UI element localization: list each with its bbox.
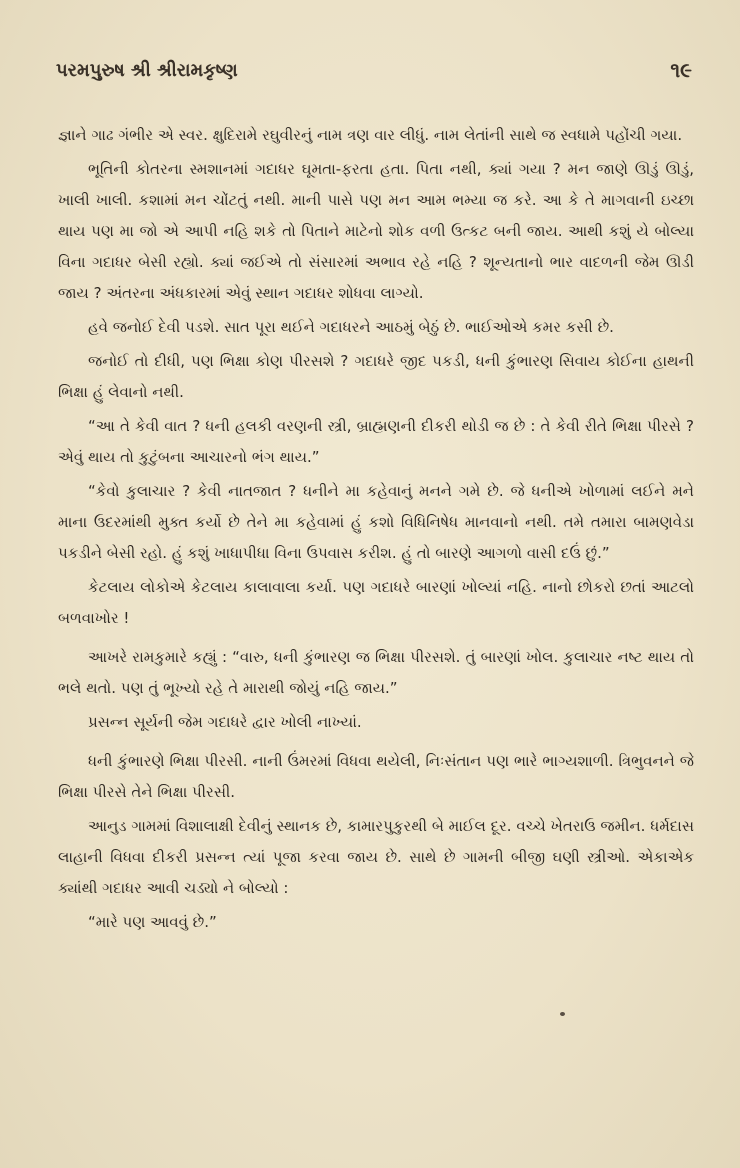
paragraph: આખરે રામકુમારે કહ્યું : “વારુ, ધની કુંભારણ જ ભિક્ષા પીરસશે. તું બારણાં ખોલ. કુલાચાર નષ્ટ થાય તો ભલે થતો. પણ તું ભૂખ્યો રહે તે મારાથી જોયું નહિ જાય.” — [58, 648, 694, 697]
paragraph: “આ તે કેવી વાત ? ધની હલકી વરણની સ્ત્રી, બ્રાહ્મણની દીકરી થોડી જ છે : તે કેવી રીતે ભિક્ષા પીરસે ? એવું થાય તો કુટુંબના આચારનો ભંગ થાય.” — [58, 417, 694, 466]
running-head: પરમપુરુષ શ્રી શ્રીરામકૃષ્ણ — [56, 60, 238, 81]
paragraph: “મારે પણ આવવું છે.” — [88, 913, 217, 931]
page-header — [56, 52, 692, 92]
paragraph: ભૂતિની કોતરના સ્મશાનમાં ગદાધર ઘૂમતા-ફરતા હતા. પિતા નથી, ક્યાં ગયા ? મન જાણે ઊડું ઊડું, ખાલી ખાલી. કશામાં મન ચોંટતું નથી. માની પાસે પણ મન આમ ભમ્યા જ કરે. આ કે તે માગવાની ઇચ્છા થાય પણ મા જો એ આપી નહિ શકે તો પિતાને માટેનો શોક વળી ઉત્કટ બની જાય. આથી કશું યે બોલ્યા વિના ગદાધર બેસી રહ્યો. ક્યાં જઈએ તો સંસારમાં અભાવ રહે નહિ ? શૂન્યતાનો ભાર વાદળની જેમ ઊડી જાય ? અંતરના અંધકારમાં એવું સ્થાન ગદાધર શોધવા લાગ્યો. — [58, 160, 694, 302]
paragraph: “કેવો કુલાચાર ? કેવી નાતજાત ? ધનીને મા કહેવાનું મનને ગમે છે. જે ધનીએ ખોળામાં લઈને મને માના ઉદરમાંથી મુક્ત કર્યો છે તેને મા કહેવામાં હું કશો વિધિનિષેધ માનવાનો નથી. તમે તમારા બામણવેડા પકડીને બેસી રહો. હું કશું ખાધાપીધા વિના ઉપવાસ કરીશ. હું તો બારણે આગળો વાસી દઉં છું.” — [58, 482, 694, 562]
paragraph: જ્ઞાને ગાઢ ગંભીર એ સ્વર. ક્ષુદિરામે રઘુવીરનું નામ ત્રણ વાર લીધું. નામ લેતાંની સાથે જ સ્વધામે પહોંચી ગયા. — [58, 126, 683, 144]
page-number: ૧૯ — [670, 58, 692, 82]
paragraph: જનોઈ તો દીધી, પણ ભિક્ષા કોણ પીરસશે ? ગદાધરે જીદ પકડી, ધની કુંભારણ સિવાય કોઈના હાથની ભિક્ષા હું લેવાનો નથી. — [58, 352, 694, 401]
paragraph: હવે જનોઈ દેવી પડશે. સાત પૂરા થઈને ગદાધરને આઠમું બેઠું છે. ભાઈઓએ કમર કસી છે. — [88, 318, 614, 336]
paragraph: પ્રસન્ન સૂર્યની જેમ ગદાધરે દ્વાર ખોલી નાખ્યાં. — [88, 713, 362, 731]
paragraph: ધની કુંભારણે ભિક્ષા પીરસી. નાની ઉંમરમાં વિધવા થયેલી, નિઃસંતાન પણ ભારે ભાગ્યશાળી. ત્રિભુવનને જે ભિક્ષા પીરસે તેને ભિક્ષા પીરસી. — [58, 752, 694, 801]
body-text — [58, 120, 694, 941]
paragraph: આનુડ ગામમાં વિશાલાક્ષી દેવીનું સ્થાનક છે, કામારપુકુરથી બે માઈલ દૂર. વચ્ચે ખેતરાઉ જમીન. ધર્મદાસ લાહાની વિધવા દીકરી પ્રસન્ન ત્યાં પૂજા કરવા જાય છે. સાથે છે ગામની બીજી ઘણી સ્ત્રીઓ. એકાએક ક્યાંથી ગદાધર આવી ચડ્યો ને બોલ્યો : — [58, 817, 694, 897]
paragraph: કેટલાય લોકોએ કેટલાય કાલાવાલા કર્યા. પણ ગદાધરે બારણાં ખોલ્યાં નહિ. નાનો છોકરો છતાં આટલો બળવાખોર ! — [58, 578, 694, 627]
print-speck — [560, 1012, 565, 1016]
